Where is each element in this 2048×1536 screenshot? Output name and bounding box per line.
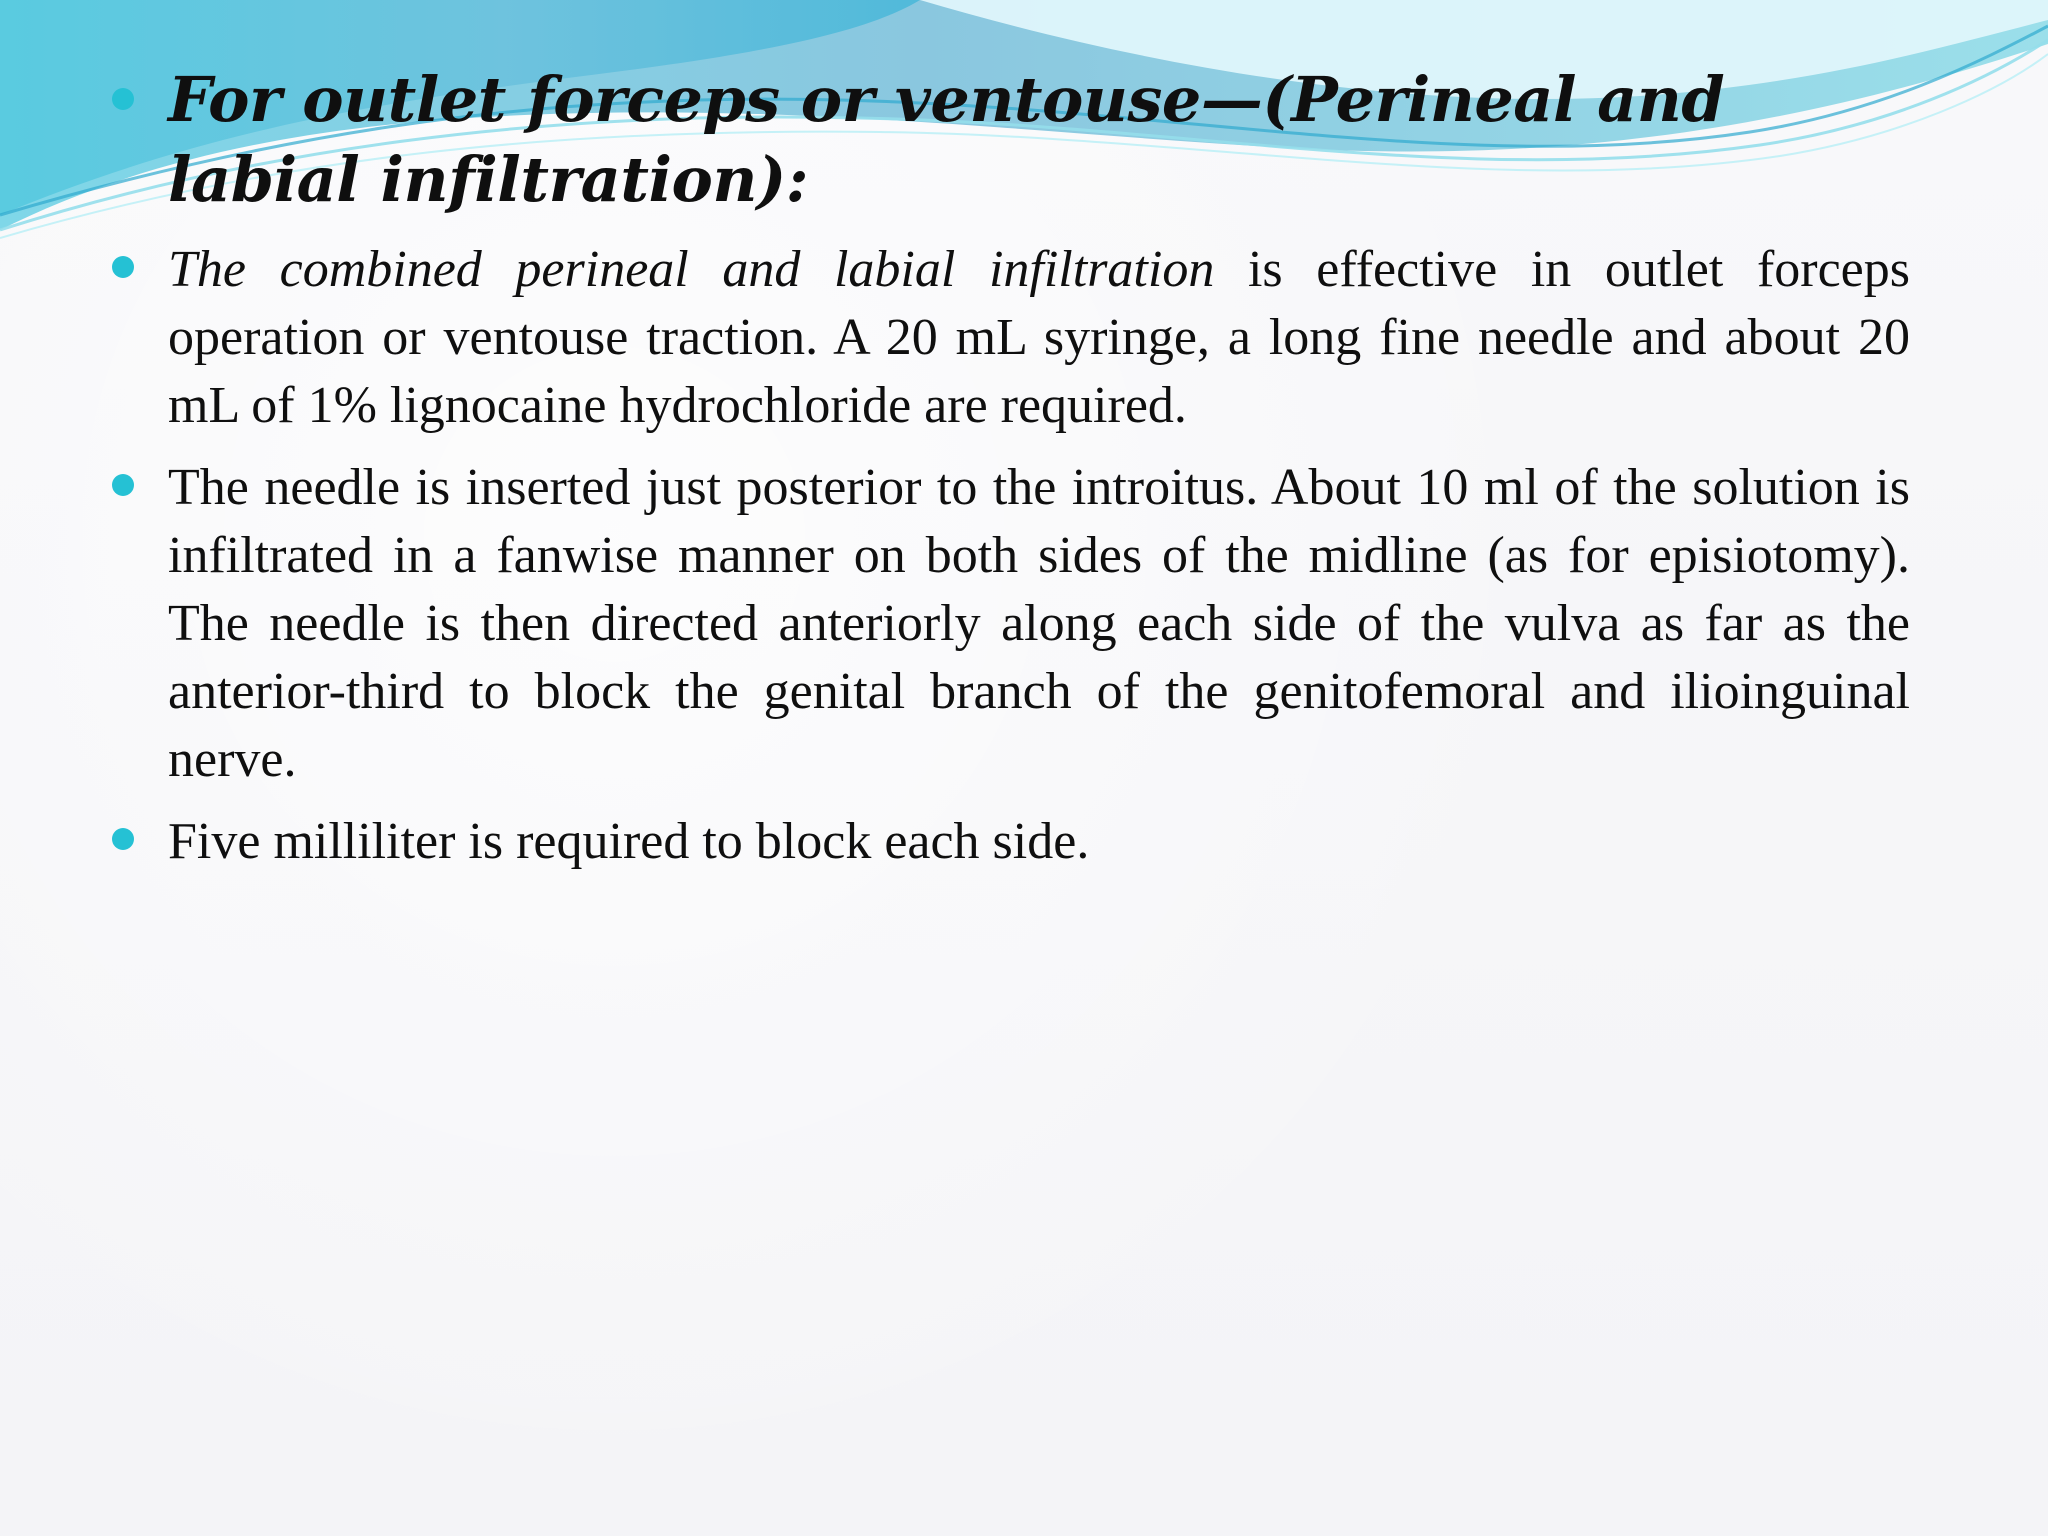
bullet-1-italic-lead: The combined perineal and labial infiltration (168, 241, 1215, 298)
bullet-item-3 (112, 808, 1910, 876)
bullet-dot-icon (112, 256, 134, 278)
bullet-dot-icon (112, 828, 134, 850)
bullet-dot-icon (112, 88, 134, 110)
bullet-dot-icon (112, 474, 134, 496)
bullet-2-text: The needle is inserted just posterior to the introitus. About 10 ml of the solution is infiltrated in a fanwise manner on both sides of the midline (as for episiotomy). The needle is then directed anteriorly along each side of the vulva as far as the anterior-third to block the genital branch of the genitofemoral and ilioinguinal nerve. (168, 459, 1910, 788)
slide-heading (112, 60, 1910, 220)
bullet-item-2 (112, 454, 1910, 794)
bullet-1-text: is effective in outlet forceps operation or ventouse traction. A 20 mL syringe, a long fine needle and about 20 mL of 1% lignocaine hydrochloride are required. (168, 241, 1910, 434)
slide-content (112, 60, 1910, 890)
heading-text: For outlet forceps or ventouse—(Perineal and labial infiltration): (168, 63, 1725, 216)
bullet-3-text: Five milliliter is required to block each side. (168, 813, 1090, 870)
bullet-item-1 (112, 236, 1910, 440)
